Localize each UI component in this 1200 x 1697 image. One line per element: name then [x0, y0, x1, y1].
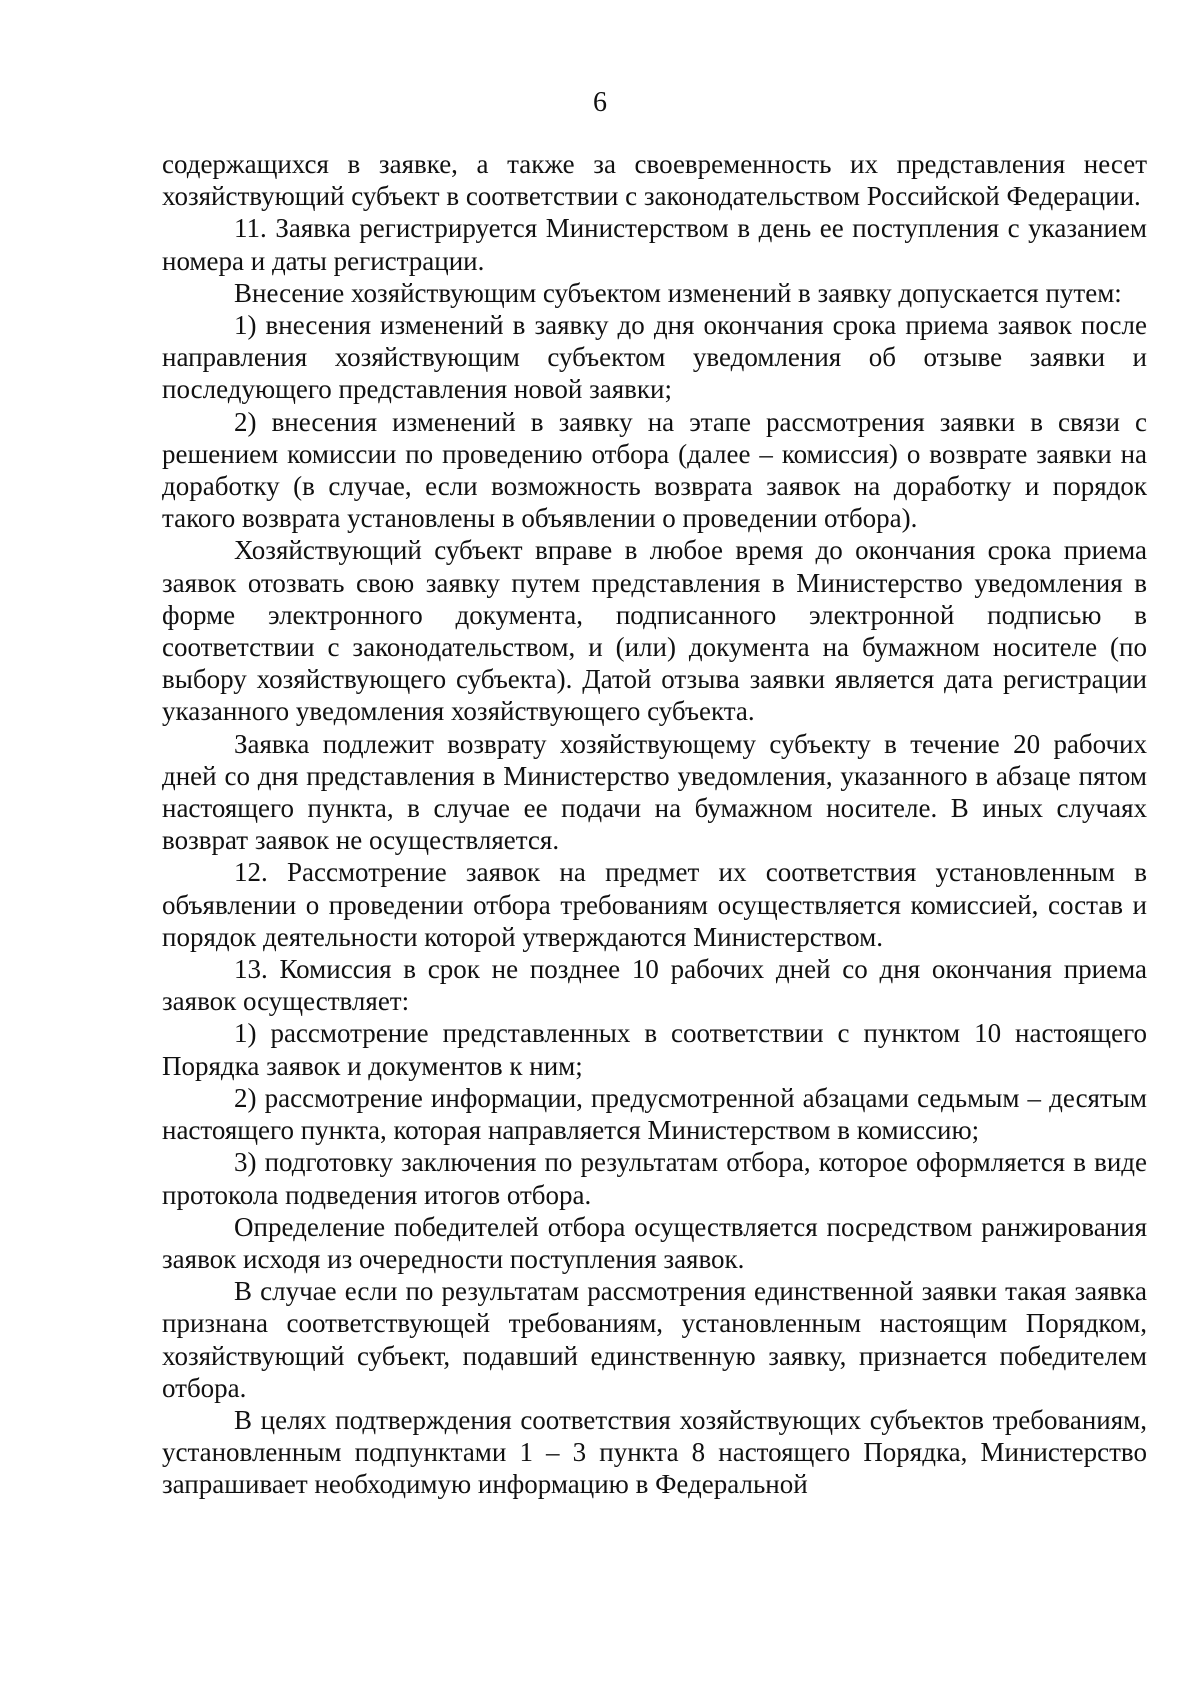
paragraph: Определение победителей отбора осуществляется посредством ранжирования заявок исходя из очередности поступления заявок.	[162, 1211, 1147, 1274]
paragraph: В случае если по результатам рассмотрения единственной заявки такая заявка признана соответствующей требованиям, установленным настоящим Порядком, хозяйствующий субъект, подавший единственную заявку, признается победителем отбора.	[162, 1276, 1147, 1403]
paragraph: В целях подтверждения соответствия хозяйствующих субъектов требованиям, установленным подпунктами 1 – 3 пункта 8 настоящего Порядка, Министерство запрашивает необходимую информацию в Федеральной	[162, 1404, 1147, 1500]
paragraph: 12. Рассмотрение заявок на предмет их соответствия установленным в объявлении о проведении отбора требованиям осуществляется комиссией, состав и порядок деятельности которой утверждаются Министерством.	[162, 857, 1147, 952]
paragraph: 3) подготовку заключения по результатам отбора, которое оформляется в виде протокола подведения итогов отбора.	[162, 1147, 1147, 1210]
paragraph: содержащихся в заявке, а также за своевременность их представления несет хозяйствующий субъект в соответствии с законодательством Российской Федерации.	[162, 149, 1147, 212]
paragraph: Хозяйствующий субъект вправе в любое время до окончания срока приема заявок отозвать свою заявку путем представления в Министерство уведомления в форме электронного документа, подписанного электронной подписью в соответствии с законодательством, и (или) документа на бумажном носителе (по выбору хозяйствующего субъекта). Датой отзыва заявки является дата регистрации указанного уведомления хозяйствующего субъекта.	[162, 535, 1147, 727]
paragraph: 2) рассмотрение информации, предусмотренной абзацами седьмым – десятым настоящего пункта, которая направляется Министерством в комиссию;	[162, 1082, 1147, 1146]
paragraph: Заявка подлежит возврату хозяйствующему субъекту в течение 20 рабочих дней со дня представления в Министерство уведомления, указанного в абзаце пятом настоящего пункта, в случае ее подачи на бумажном носителе. В иных случаях возврат заявок не осуществляется.	[162, 728, 1147, 856]
document-body	[162, 148, 1147, 1501]
paragraph: Внесение хозяйствующим субъектом изменений в заявку допускается путем:	[234, 277, 1122, 308]
paragraph: 11. Заявка регистрируется Министерством в день ее поступления с указанием номера и даты регистрации.	[162, 213, 1147, 276]
paragraph: 1) внесения изменений в заявку до дня окончания срока приема заявок после направления хозяйствующим субъектом уведомления об отзыве заявки и последующего представления новой заявки;	[162, 310, 1147, 405]
paragraph: 13. Комиссия в срок не позднее 10 рабочих дней со дня окончания приема заявок осуществляет:	[162, 954, 1147, 1017]
paragraph: 2) внесения изменений в заявку на этапе рассмотрения заявки в связи с решением комиссии по проведению отбора (далее – комиссия) о возврате заявки на доработку (в случае, если возможность возврата заявок на доработку и порядок такого возврата установлены в объявлении о проведении отбора).	[162, 406, 1147, 534]
page-number: 6	[593, 87, 607, 118]
paragraph: 1) рассмотрение представленных в соответствии с пунктом 10 настоящего Порядка заявок и документов к ним;	[162, 1018, 1147, 1081]
